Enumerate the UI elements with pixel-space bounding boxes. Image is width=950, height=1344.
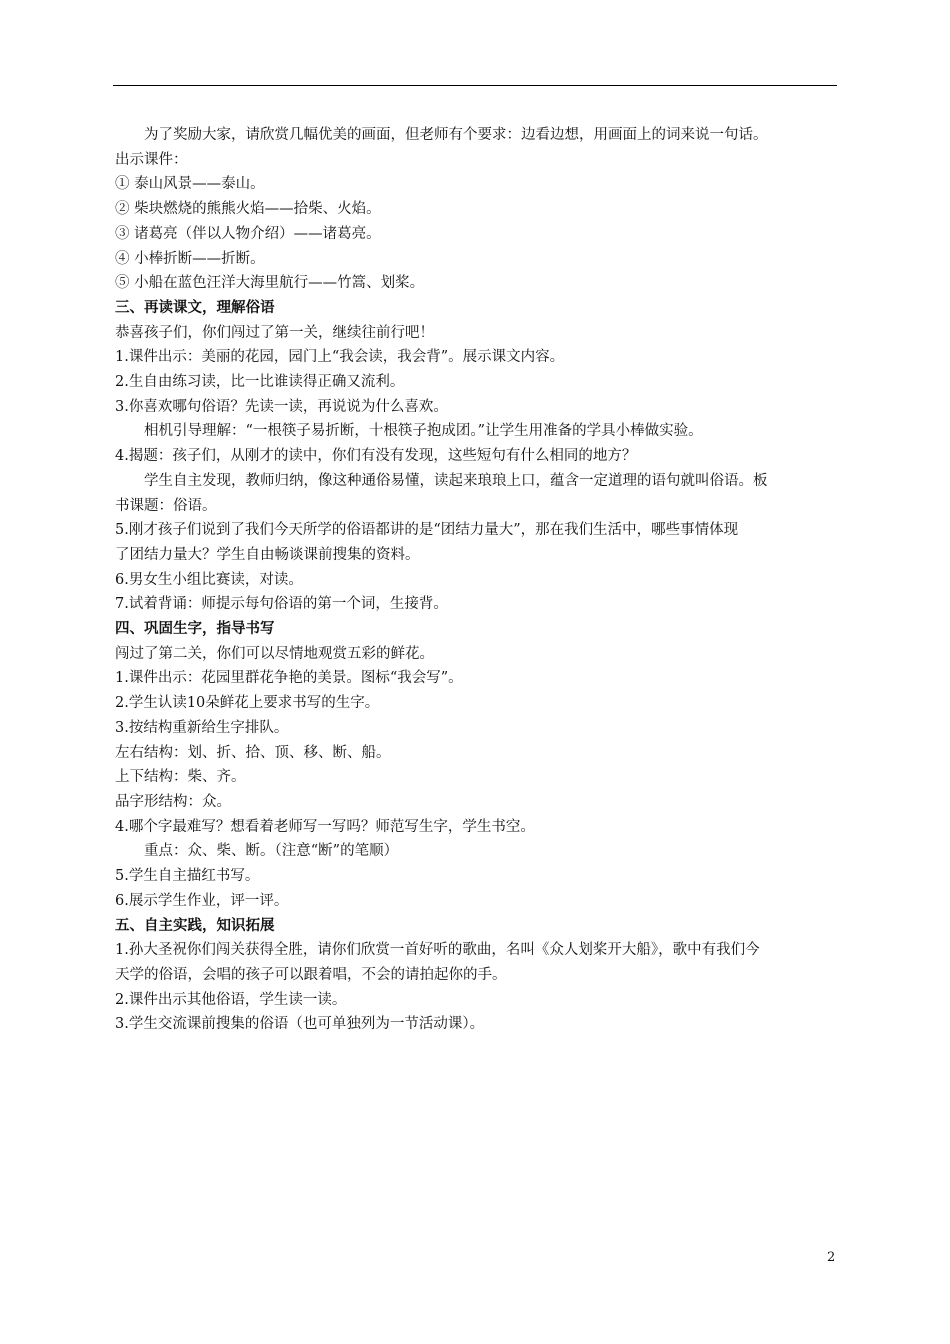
section-heading-4: 四、巩固生字，指导书写 [115, 620, 275, 638]
header-rule [113, 85, 837, 86]
paragraph-student-discovery: 学生自主发现，教师归纳，像这种通俗易懂，读起来琅琅上口，蕴含一定道理的语句就叫俗语。板 [144, 472, 768, 489]
list-item-fire: ② 柴块燃烧的熊熊火焰——拾柴、火焰。 [115, 201, 381, 218]
paragraph-key-points: 重点：众、柴、断。（注意“断”的笔顺） [144, 843, 399, 860]
step-3-7: 7.试着背诵：师提示每句俗语的第一个词，生接背。 [115, 596, 448, 613]
paragraph-student-discovery-cont: 书课题：俗语。 [115, 497, 217, 514]
step-3-5: 5.刚才孩子们说到了我们今天所学的俗语都讲的是“团结力量大”，那在我们生活中，哪些事情体现 [115, 522, 739, 539]
paragraph-reward-intro: 为了奖励大家，请欣赏几幅优美的画面，但老师有个要求：边看边想，用画面上的词来说一句话。 [144, 127, 768, 143]
step-5-1: 1.孙大圣祝你们闯关获得全胜，请你们欣赏一首好听的歌曲，名叫《众人划桨开大船》，歌中有我们今 [115, 942, 760, 959]
step-3-1: 1.课件出示：美丽的花园，园门上“我会读，我会背”。展示课文内容。 [115, 349, 565, 366]
list-item-taishan: ① 泰山风景——泰山。 [115, 176, 265, 193]
list-item-break-stick: ④ 小棒折断——折断。 [115, 250, 265, 267]
step-4-5: 5.学生自主描红书写。 [115, 868, 260, 885]
paragraph-guide-understanding: 相机引导理解：“一根筷子易折断，十根筷子抱成团。”让学生用准备的学具小棒做实验。 [144, 423, 703, 440]
step-4-3: 3.按结构重新给生字排队。 [115, 719, 289, 736]
step-5-2: 2.课件出示其他俗语，学生读一读。 [115, 991, 347, 1008]
step-4-6: 6.展示学生作业，评一评。 [115, 892, 289, 909]
document-body [115, 123, 839, 1037]
paragraph-second-level: 闯过了第二关，你们可以尽情地观赏五彩的鲜花。 [115, 645, 434, 662]
step-5-3: 3.学生交流课前搜集的俗语（也可单独列为一节活动课）。 [115, 1016, 485, 1033]
section-heading-3: 三、再读课文，理解俗语 [115, 298, 275, 316]
section-heading-5: 五、自主实践，知识拓展 [115, 916, 275, 934]
step-4-2: 2.学生认读10朵鲜花上要求书写的生字。 [115, 695, 380, 712]
structure-pin: 品字形结构：众。 [115, 793, 231, 810]
step-3-3: 3.你喜欢哪句俗语？先读一读，再说说为什么喜欢。 [115, 398, 448, 415]
step-3-2: 2.生自由练习读，比一比谁读得正确又流利。 [115, 374, 405, 391]
page-number: 2 [827, 1250, 836, 1265]
step-5-1-cont: 天学的俗语，会唱的孩子可以跟着唱，不会的请拍起你的手。 [115, 966, 507, 983]
list-item-boat: ⑤ 小船在蓝色汪洋大海里航行——竹篙、划桨。 [115, 275, 425, 292]
paragraph-congrats: 恭喜孩子们，你们闯过了第一关，继续往前行吧！ [115, 324, 434, 341]
structure-left-right: 左右结构：划、折、拾、顶、移、断、船。 [115, 744, 391, 761]
structure-top-bottom: 上下结构：柴、齐。 [115, 769, 246, 786]
list-item-zhugeliang: ③ 诸葛亮（伴以人物介绍）——诸葛亮。 [115, 225, 381, 242]
step-3-6: 6.男女生小组比赛读，对读。 [115, 571, 303, 588]
step-4-1: 1.课件出示：花园里群花争艳的美景。图标“我会写”。 [115, 670, 463, 687]
step-3-4: 4.揭题：孩子们，从刚才的读中，你们有没有发现，这些短句有什么相同的地方？ [115, 448, 637, 465]
step-4-4: 4.哪个字最难写？想看着老师写一写吗？师范写生字，学生书空。 [115, 818, 535, 835]
paragraph-show-courseware: 出示课件： [115, 151, 188, 168]
step-3-5-cont: 了团结力量大？学生自由畅谈课前搜集的资料。 [115, 546, 420, 563]
